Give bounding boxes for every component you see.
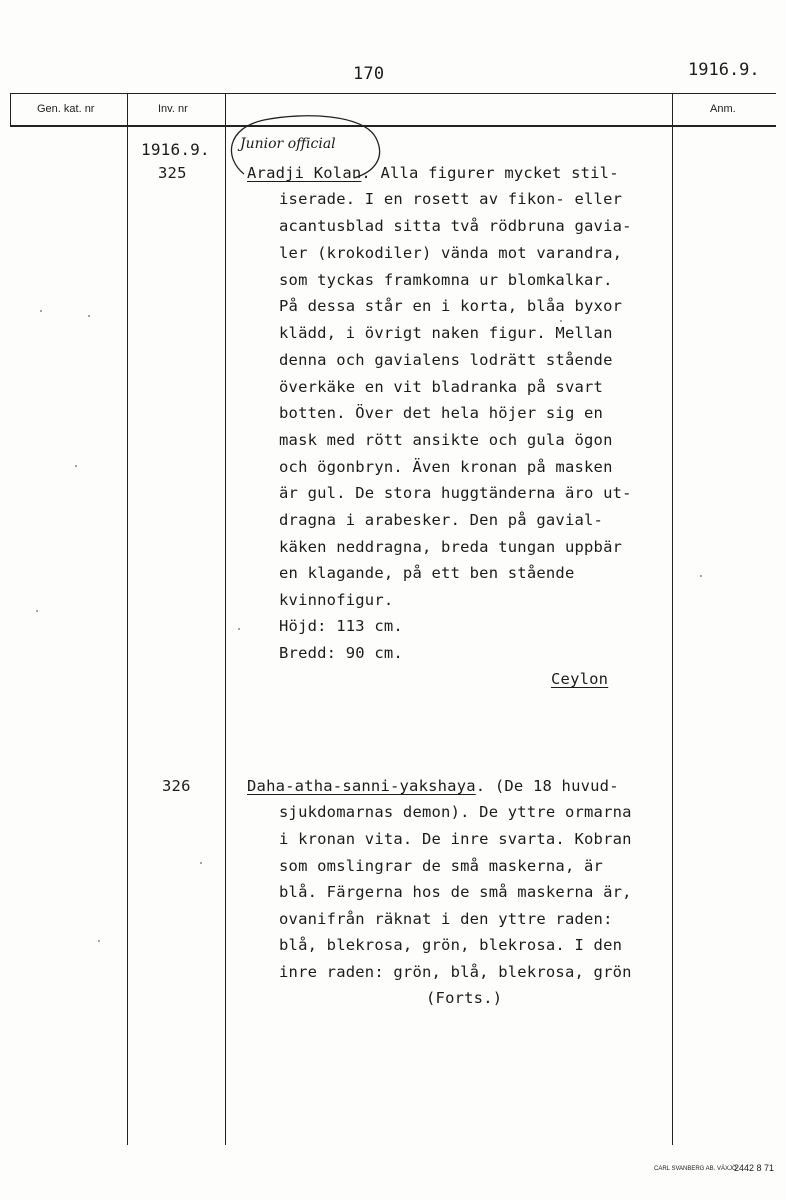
entry-title-line [247,777,619,795]
entry-text-line: blå, blekrosa, grön, blekrosa. I den [279,936,623,954]
entry-text-line: käken neddragna, breda tungan uppbär [279,538,623,556]
entry-title: Aradji Kolan [247,164,362,182]
scan-speck [238,628,240,630]
scan-speck [700,575,702,577]
entry-text-line: blå. Färgerna hos de små maskerna är, [279,883,632,901]
entry-text-line: dragna i arabesker. Den på gavial- [279,511,604,529]
entry-text-line: kvinnofigur. [279,591,394,609]
entry-title-line [247,164,619,182]
page-number: 170 [353,64,385,84]
entry-text-line: ovanifrån räknat i den yttre raden: [279,910,613,928]
year-code: 1916.9. [688,60,760,80]
entry-dimension-width: Bredd: 90 cm. [279,644,403,662]
entry-text-line: som tyckas framkomna ur blomkalkar. [279,271,613,289]
entry-text-line: sjukdomarnas demon). De yttre ormarna [279,803,632,821]
entry-dimension-height: Höjd: 113 cm. [279,617,403,635]
column-header-gen-kat-nr: Gen. kat. nr [37,103,95,115]
entry-text-line: ler (krokodiler) vända mot varandra, [279,244,623,262]
scan-speck [40,310,42,312]
continued-marker: (Forts.) [426,989,503,1007]
printer-imprint: CARL SVANBERG AB. VÄXJÖ [654,1166,737,1172]
left-edge-rule [10,93,11,126]
entry-text-line: klädd, i övrigt naken figur. Mellan [279,324,613,342]
entry-text-line: denna och gavialens lodrätt stående [279,351,613,369]
form-code: 2442 8 71 [734,1163,775,1173]
entry-text-line: På dessa står en i korta, blåa byxor [279,297,623,315]
entry-text-line: iserade. I en rosett av fikon- eller [279,190,623,208]
entry-text-line: mask med rött ansikte och gula ögon [279,431,613,449]
entry-inv-nr: 325 [158,164,187,182]
table-top-rule [10,93,776,94]
scan-speck [98,940,100,942]
column-rule-inv [225,93,226,1145]
entry-text-line: en klagande, på ett ben stående [279,564,575,582]
entry-text-line: acantusblad sitta två rödbruna gavia- [279,217,632,235]
entry-text-line: som omslingrar de små maskerna, är [279,857,604,875]
entry-text-line: inre raden: grön, blå, blekrosa, grön [279,963,632,981]
entry-text-line: botten. Över det hela höjer sig en [279,404,604,422]
handwritten-note: Junior official [240,136,336,152]
column-header-anm: Anm. [710,103,736,115]
entry-text-line: i kronan vita. De inre svarta. Kobran [279,830,632,848]
column-header-inv-nr: Inv. nr [158,103,188,115]
entry-origin: Ceylon [551,670,609,688]
entry-text-line: överkäke en vit bladranka på svart [279,378,604,396]
entry-inv-nr: 326 [162,777,191,795]
entry-title-suffix: . Alla figurer mycket stil- [361,164,619,182]
entry-text-line: och ögonbryn. Även kronan på masken [279,458,613,476]
scan-speck [560,320,562,322]
scan-speck [75,465,77,467]
column-rule-gen-kat [127,93,128,1145]
entry-text-line: är gul. De stora huggtänderna äro ut- [279,484,632,502]
scan-speck [88,315,90,317]
scan-speck [36,610,38,612]
scan-speck [200,862,202,864]
entry-collection-code: 1916.9. [141,140,210,159]
entry-title: Daha-atha-sanni-yakshaya [247,777,476,795]
entry-title-suffix: . (De 18 huvud- [475,777,619,795]
column-rule-anm [672,93,673,1145]
